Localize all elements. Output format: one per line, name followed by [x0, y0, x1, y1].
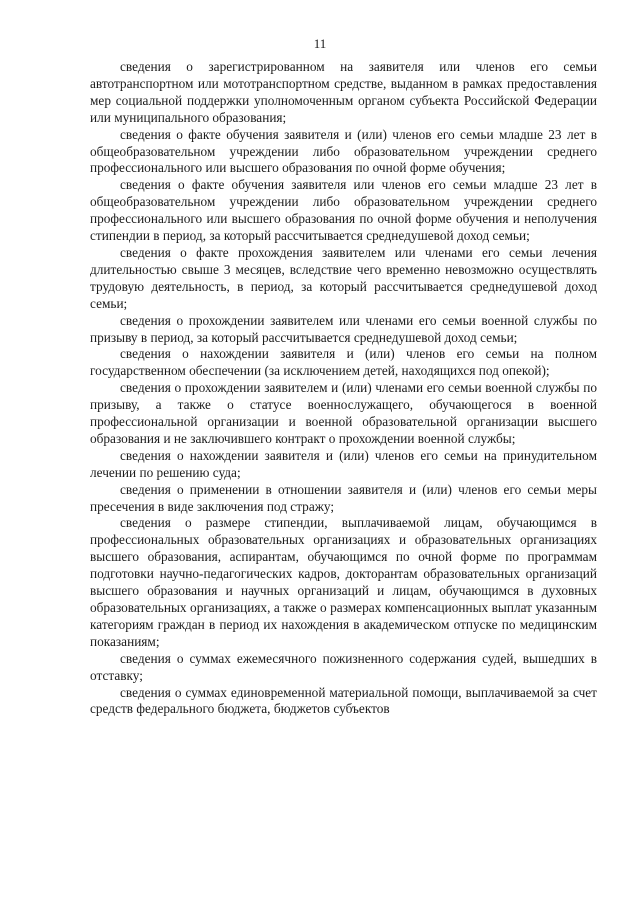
- paragraph-medical-treatment: сведения о факте прохождения заявителем или членами его семьи лечения длительностью свыше 3 месяцев, вследствие чего временно невозможно осуществлять трудовую деятельность, в период, за который рассчитывается среднедушевой доход семьи;: [90, 244, 597, 311]
- paragraph-military-student: сведения о прохождении заявителем и (или) членами его семьи военной службы по призыву, а также о статусе военнослужащего, обучающегося в военной профессиональной организации и военной образовательной организации высшего образования и не заключившего контракт о прохождении военной службы;: [90, 380, 597, 446]
- paragraph-stipend-amount: сведения о размере стипендии, выплачиваемой лицам, обучающимся в профессиональных образовательных организациях и образовательных организациях высшего образования, аспирантам, обучающимся по очной форме по программам подготовки научно-педагогических кадров, докторантам образовательных организаций высшего образования и научных организаций и лицам, обучающимся в духовных образовательных организациях, а также о размерах компенсационных выплат указанным категориям граждан в период их нахождения в академическом отпуске по медицинским показаниям;: [90, 515, 597, 649]
- paragraph-detention: сведения о применении в отношении заявителя и (или) членов его семьи меры пресечения в виде заключения под стражу;: [90, 481, 597, 514]
- paragraph-vehicle-info: сведения о зарегистрированном на заявителя или членов его семьи автотранспортном или мототранспортном средстве, выданном в рамках предоставления мер социальной поддержки уполномоченным органом субъекта Российской Федерации или муниципального образования;: [90, 59, 597, 125]
- page-number: 11: [313, 36, 327, 51]
- paragraph-state-support: сведения о нахождении заявителя и (или) членов его семьи на полном государственном обеспечении (за исключением детей, находящихся под опекой);: [90, 346, 597, 379]
- paragraph-material-aid: сведения о суммах единовременной материальной помощи, выплачиваемой за счет средств федерального бюджета, бюджетов субъектов: [90, 684, 597, 717]
- paragraph-compulsory-treatment: сведения о нахождении заявителя и (или) членов его семьи на принудительном лечении по решению суда;: [90, 447, 597, 480]
- document-body: [90, 59, 597, 718]
- paragraph-military-service: сведения о прохождении заявителем или членами его семьи военной службы по призыву в период, за который рассчитывается среднедушевой доход семьи;: [90, 312, 597, 345]
- paragraph-education-no-stipend: сведения о факте обучения заявителя или членов его семьи младше 23 лет в общеобразовательном учреждении либо образовательном учреждении среднего профессионального или высшего образования по очной форме обучения и неполучения стипендии в период, за который рассчитывается среднедушевой доход семьи;: [90, 177, 597, 244]
- paragraph-judges-pension: сведения о суммах ежемесячного пожизненного содержания судей, вышедших в отставку;: [90, 650, 597, 683]
- paragraph-education-fact: сведения о факте обучения заявителя и (или) членов его семьи младше 23 лет в общеобразовательном учреждении либо образовательном учреждении среднего профессионального или высшего образования по очной форме обучения;: [90, 126, 597, 176]
